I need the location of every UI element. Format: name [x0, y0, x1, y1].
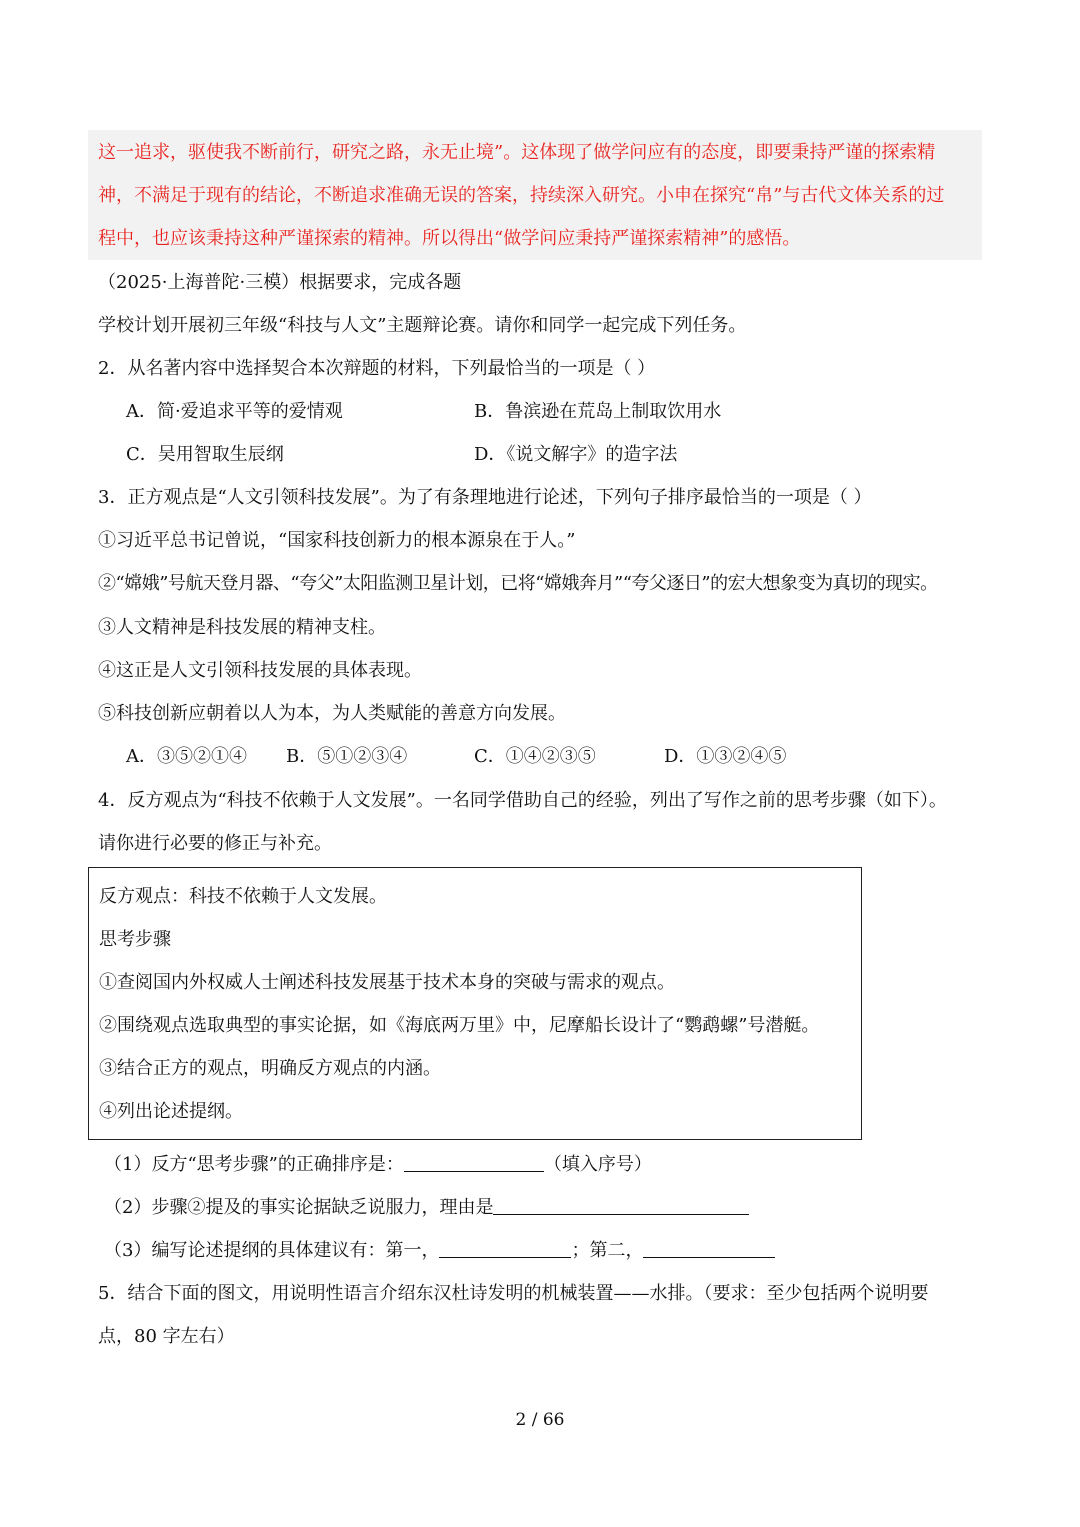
q4-part-3-mid: ；第二， [571, 1240, 644, 1261]
q3-sentence-3: ③人文精神是科技发展的精神支柱。 [98, 617, 386, 638]
page-number: 2 / 66 [515, 1410, 565, 1430]
q4-part-2-blank[interactable] [493, 1196, 749, 1215]
box-step-3: ③结合正方的观点，明确反方观点的内涵。 [99, 1058, 441, 1079]
box-step-4: ④列出论述提纲。 [99, 1101, 243, 1122]
q3-option-c: C．①④②③⑤ [474, 746, 596, 767]
q3-option-d: D．①③②④⑤ [664, 746, 787, 767]
q2-option-b: B．鲁滨逊在荒岛上制取饮用水 [474, 401, 722, 422]
q4-stem-line-1: 4．反方观点为“科技不依赖于人文发展”。一名同学借助自己的经验，列出了写作之前的思考步骤（如下）。 [98, 790, 947, 811]
q2-stem: 2．从名著内容中选择契合本次辩题的材料，下列最恰当的一项是（ ） [98, 358, 656, 379]
q4-part-1-blank[interactable] [404, 1153, 544, 1172]
q3-sentence-1: ①习近平总书记曾说，“国家科技创新力的根本源泉在于人。” [98, 530, 576, 551]
box-steps-title: 思考步骤 [99, 929, 171, 950]
task-intro: 学校计划开展初三年级“科技与人文”主题辩论赛。请你和同学一起完成下列任务。 [98, 315, 747, 336]
q4-part-3 [104, 1239, 775, 1262]
q4-part-2-label: （2）步骤②提及的事实论据缺乏说服力，理由是 [104, 1197, 494, 1218]
q3-stem: 3．正方观点是“人文引领科技发展”。为了有条理地进行论述，下列句子排序最恰当的一项是（ ） [98, 487, 872, 508]
q4-part-1-hint: （填入序号） [543, 1154, 652, 1175]
box-step-2: ②围绕观点选取典型的事实论据，如《海底两万里》中，尼摩船长设计了“鹦鹉螺”号潜艇。 [99, 1015, 820, 1036]
q2-option-c: C．吴用智取生辰纲 [126, 444, 284, 465]
q3-sentence-4: ④这正是人文引领科技发展的具体表现。 [98, 660, 422, 681]
q4-part-2 [104, 1196, 749, 1219]
box-step-1: ①查阅国内外权威人士阐述科技发展基于技术本身的突破与需求的观点。 [99, 972, 675, 993]
q4-part-3-label: （3）编写论述提纲的具体建议有：第一， [104, 1240, 440, 1261]
q4-part-3-blank-2[interactable] [643, 1239, 775, 1258]
q3-option-b: B．⑤①②③④ [286, 746, 408, 767]
box-viewpoint: 反方观点：科技不依赖于人文发展。 [99, 886, 387, 907]
question-source: （2025·上海普陀·三模）根据要求，完成各题 [98, 272, 462, 293]
answer-line-2: 神，不满足于现有的结论，不断追求准确无误的答案，持续深入研究。小申在探究“帛”与古代文体关系的过 [98, 185, 945, 206]
q2-option-d: D．《说文解字》的造字法 [474, 444, 678, 465]
q2-option-a: A．简·爱追求平等的爱情观 [126, 401, 343, 422]
answer-line-3: 程中，也应该秉持这种严谨探索的精神。所以得出“做学问应秉持严谨探索精神”的感悟。 [98, 228, 801, 249]
q5-stem-line-1: 5．结合下面的图文，用说明性语言介绍东汉杜诗发明的机械装置——水排。（要求：至少包括两个说明要 [98, 1283, 929, 1304]
q5-stem-line-2: 点，80 字左右） [98, 1326, 235, 1347]
thinking-steps-box [88, 867, 862, 1140]
q4-stem-line-2: 请你进行必要的修正与补充。 [98, 833, 332, 854]
answer-line-1: 这一追求，驱使我不断前行，研究之路，永无止境”。这体现了做学问应有的态度，即要秉持严谨的探索精 [98, 142, 936, 163]
q4-part-1-label: （1）反方“思考步骤”的正确排序是： [104, 1154, 404, 1175]
q3-sentence-2: ②“嫦娥”号航天登月器、“夸父”太阳监测卫星计划，已将“嫦娥奔月”“夸父逐日”的宏大想象变为真切的现实。 [98, 573, 938, 594]
q3-sentence-5: ⑤科技创新应朝着以人为本，为人类赋能的善意方向发展。 [98, 703, 566, 724]
q4-part-3-blank-1[interactable] [439, 1239, 571, 1258]
q4-part-1 [104, 1153, 652, 1176]
q3-option-a: A．③⑤②①④ [126, 746, 247, 767]
